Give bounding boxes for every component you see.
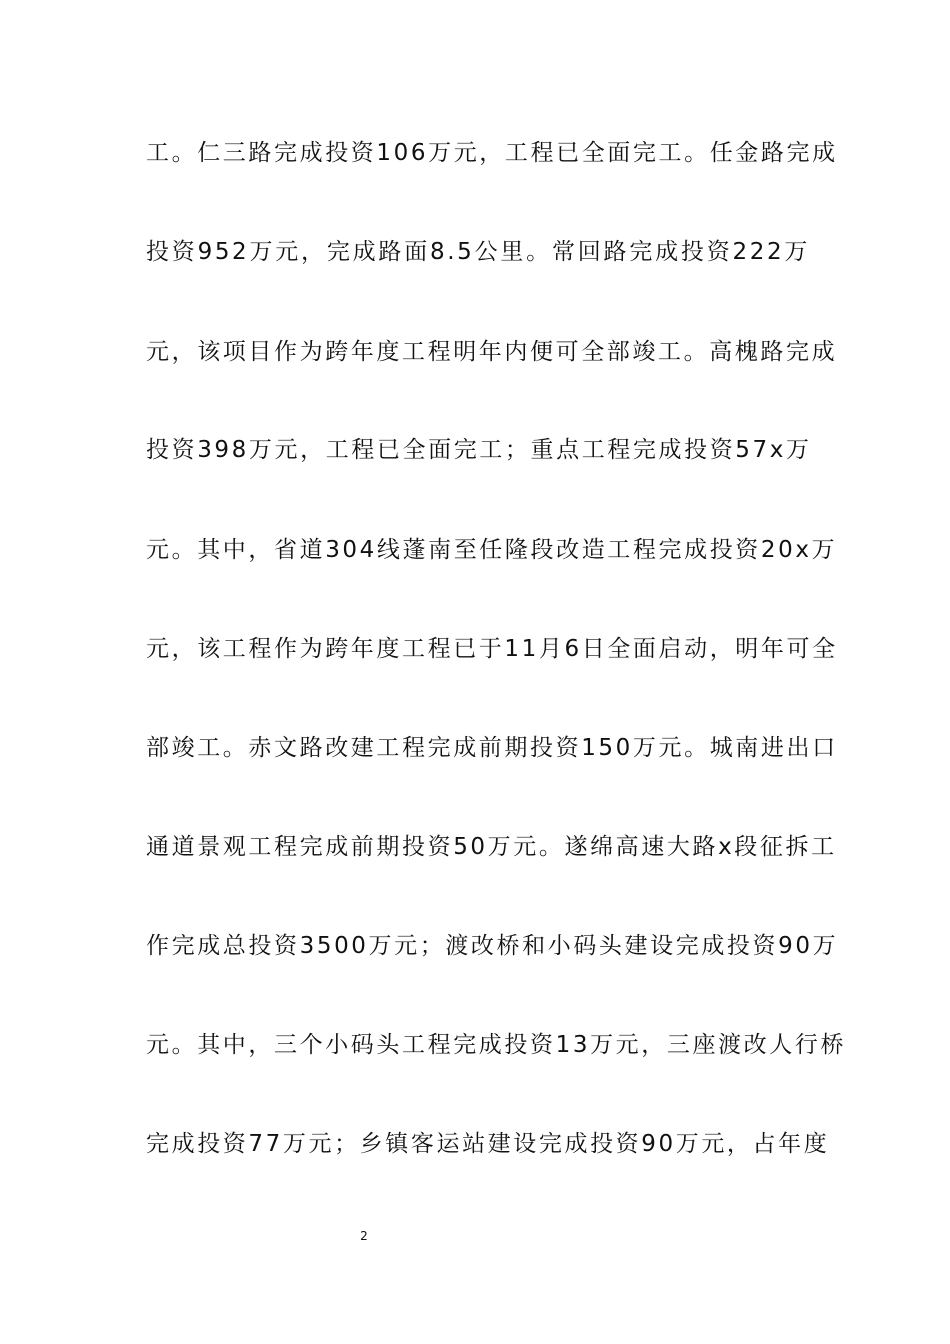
text-line: 元，该项目作为跨年度工程明年内便可全部竣工。高槐路完成 — [146, 339, 838, 365]
text-line: 完成投资77万元；乡镇客运站建设完成投资90万元，占年度 — [146, 1131, 830, 1157]
text-line: 工。仁三路完成投资106万元，工程已全面完工。任金路完成 — [146, 140, 838, 166]
text-line: 投资952万元，完成路面8.5公里。常回路完成投资222万 — [146, 239, 810, 265]
page-number: 2 — [360, 1229, 368, 1243]
text-line: 部竣工。赤文路改建工程完成前期投资150万元。城南进出口 — [146, 735, 838, 761]
text-line: 作完成总投资3500万元；渡改桥和小码头建设完成投资90万 — [146, 933, 839, 959]
text-line: 元。其中，省道304线蓬南至任隆段改造工程完成投资20x万 — [146, 537, 838, 563]
text-line: 通道景观工程完成前期投资50万元。遂绵高速大路x段征拆工 — [146, 834, 837, 860]
text-line: 元，该工程作为跨年度工程已于11月6日全面启动，明年可全 — [146, 636, 838, 662]
text-line: 元。其中，三个小码头工程完成投资13万元，三座渡改人行桥 — [146, 1032, 847, 1058]
text-line: 投资398万元，工程已全面完工；重点工程完成投资57x万 — [146, 437, 812, 463]
